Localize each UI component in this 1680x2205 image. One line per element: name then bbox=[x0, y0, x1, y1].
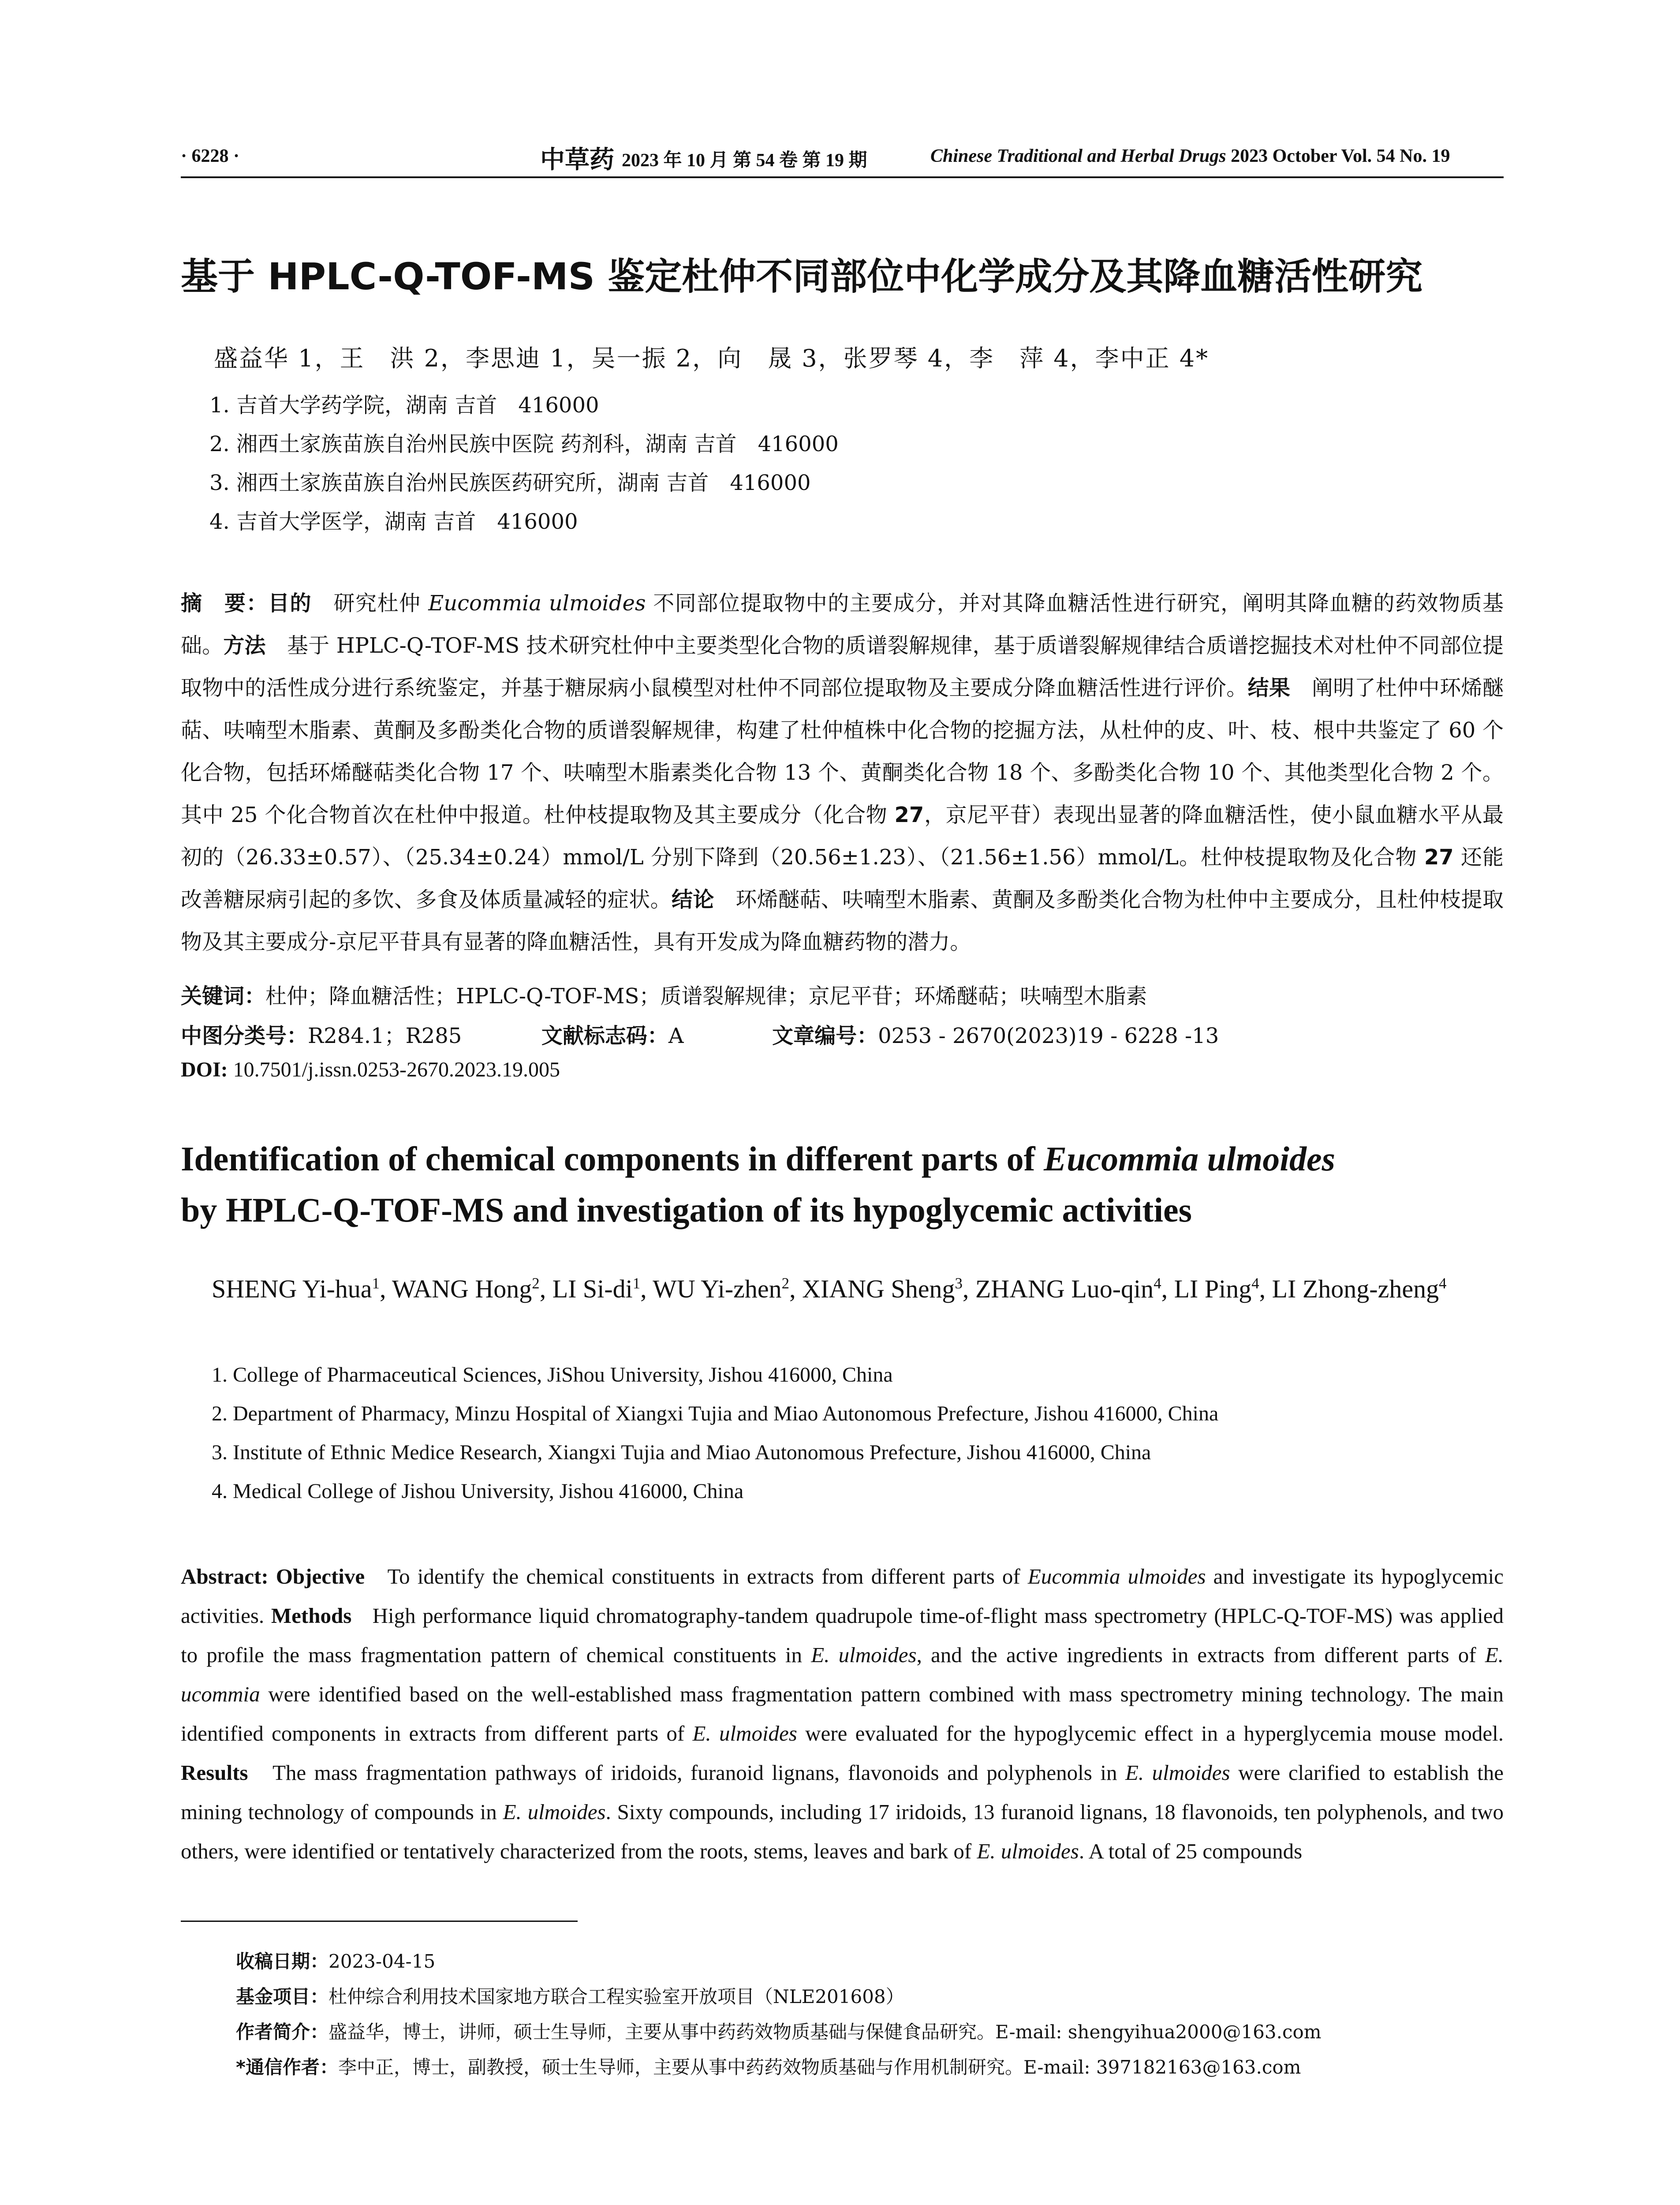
fund-text: 杜仲综合利用技术国家地方联合工程实验室开放项目（NLE201608） bbox=[329, 1986, 904, 2007]
affiliation-cn-1: 1. 吉首大学药学院，湖南 吉首 416000 bbox=[209, 393, 599, 418]
author-name: WANG Hong bbox=[392, 1274, 532, 1303]
keywords-cn bbox=[181, 979, 1147, 1009]
bio-text: 盛益华，博士，讲师，硕士生导师，主要从事中药药效物质基础与保健食品研究。E-mail: shengyihua2000@163.com bbox=[329, 2021, 1322, 2043]
objective-label-cn: 目的 bbox=[268, 591, 312, 616]
methods-en-text-3: were identified based on the well-established mass fragmentation pattern combined with mass spectrometry mining technology. The main identified components in extracts from different parts of bbox=[181, 1682, 1504, 1745]
classification-line bbox=[181, 1019, 1219, 1049]
author-en-6: ZHANG Luo-qin$^4$, bbox=[975, 1274, 1174, 1303]
species-name: Eucommia ulmoides bbox=[428, 591, 646, 616]
header-rule bbox=[181, 176, 1504, 178]
results-label-en: Results bbox=[181, 1760, 248, 1785]
keywords-text: 杜仲；降血糖活性；HPLC-Q-TOF-MS；质谱裂解规律；京尼平苷；环烯醚萜；呋喃型木脂素 bbox=[265, 984, 1147, 1009]
article-number-label: 文章编号： bbox=[772, 1024, 878, 1048]
page-number: · 6228 · bbox=[181, 146, 240, 166]
title-en-part-1: Identification of chemical components in different parts of bbox=[181, 1140, 1044, 1178]
clc-label: 中图分类号： bbox=[181, 1024, 308, 1048]
compound-number: 27 bbox=[894, 803, 924, 827]
results-en-text-2: were clarified to establish the mining technology of compounds in bbox=[181, 1760, 1504, 1824]
compound-number-2: 27 bbox=[1424, 845, 1454, 870]
results-en-text: The mass fragmentation pathways of iridoids, furanoid lignans, flavonoids and polyphenols in bbox=[272, 1760, 1125, 1785]
doi-line bbox=[181, 1058, 560, 1082]
author-name: WU Yi-zhen bbox=[653, 1274, 782, 1303]
conclusion-cn-text: 环烯醚萜、呋喃型木脂素、黄酮及多酚类化合物为杜仲中主要成分，且杜仲枝提取物及其主要成分-京尼平苷具有显著的降血糖活性，具有开发成为降血糖药物的潜力。 bbox=[181, 887, 1504, 954]
author-en-2: WANG Hong$^2$, bbox=[392, 1274, 553, 1303]
author-name: LI Zhong-zheng bbox=[1272, 1274, 1439, 1303]
article-number-value: 0253 - 2670(2023)19 - 6228 -13 bbox=[878, 1024, 1219, 1048]
title-cn: 基于 HPLC-Q-TOF-MS 鉴定杜仲不同部位中化学成分及其降血糖活性研究 bbox=[181, 255, 1423, 298]
objective-cn-text: 研究杜仲 bbox=[333, 591, 429, 616]
journal-name-en: Chinese Traditional and Herbal Drugs bbox=[930, 146, 1226, 166]
author-affiliation-mark: 4 bbox=[1154, 1274, 1161, 1292]
affiliation-cn-4: 4. 吉首大学医学，湖南 吉首 416000 bbox=[209, 509, 578, 534]
author-affiliation-mark: 2 bbox=[781, 1274, 790, 1292]
objective-en-text-2: and investigate its hypoglycemic activities. bbox=[181, 1564, 1504, 1628]
author-en-1: SHENG Yi-hua$^1$, bbox=[212, 1274, 392, 1303]
doc-code-label: 文献标志码： bbox=[541, 1024, 668, 1048]
footnote-rule bbox=[181, 1921, 578, 1922]
methods-en-text: High performance liquid chromatography-tandem quadrupole time-of-flight mass spectrometry (HPLC-Q-TOF-MS) was applied to profile the mass fragmentation pattern of chemical constituents in bbox=[181, 1603, 1504, 1667]
affiliation-en-4: 4. Medical College of Jishou University, Jishou 416000, China bbox=[212, 1480, 744, 1503]
issue-en bbox=[930, 146, 1450, 167]
affiliation-cn-3: 3. 湘西土家族苗族自治州民族医药研究所，湖南 吉首 416000 bbox=[209, 471, 811, 495]
results-en-text-3: . Sixty compounds, including 17 iridoids, 13 furanoid lignans, 18 flavonoids, ten polyphenols, and two others, were identified or tentatively characterized from the roots, stems, leaves and bark of bbox=[181, 1800, 1504, 1863]
abstract-en bbox=[181, 1557, 1504, 1871]
author-affiliation-mark: 4 bbox=[1439, 1274, 1447, 1292]
issue-en-date: 2023 October Vol. 54 No. 19 bbox=[1231, 146, 1450, 166]
objective-label-en: Objective bbox=[276, 1564, 365, 1588]
keywords-label: 关键词： bbox=[181, 984, 266, 1009]
author-affiliation-mark: 2 bbox=[532, 1274, 540, 1292]
corresponding-label: *通信作者： bbox=[236, 2056, 338, 2078]
authors-cn: 盛益华 1，王 洪 2，李思迪 1，吴一振 2，向 晟 3，张罗琴 4，李 萍 4，李中正 4* bbox=[214, 344, 1210, 372]
results-cn-text-2: ，京尼平苷）表现出显著的降血糖活性，使小鼠血糖水平从最初的（26.33±0.57）、（25.34±0.24）mmol/L 分别下降到（20.56±1.23）、（21.56±1.56）mmol/L。杜仲枝提取物及化合物 bbox=[181, 803, 1504, 870]
journal-name-cn: 中草药 bbox=[540, 145, 614, 174]
methods-cn-text: 基于 HPLC-Q-TOF-MS 技术研究杜仲中主要类型化合物的质谱裂解规律，基于质谱裂解规律结合质谱挖掘技术对杜仲不同部位提取物中的活性成分进行系统鉴定，并基于糖尿病小鼠模型对杜仲不同部位提取物及主要成分降血糖活性进行评价。 bbox=[181, 633, 1504, 700]
received-date: 2023-04-15 bbox=[329, 1951, 436, 1972]
doi-value: 10.7501/j.issn.0253-2670.2023.19.005 bbox=[233, 1058, 560, 1081]
footnote-author-bio bbox=[236, 2018, 1322, 2044]
title-en bbox=[181, 1133, 1504, 1236]
affiliation-en-1: 1. College of Pharmaceutical Sciences, JiShou University, Jishou 416000, China bbox=[212, 1363, 893, 1387]
author-affiliation-mark: 1 bbox=[632, 1274, 641, 1292]
authors-en bbox=[212, 1270, 1504, 1308]
author-en-5: XIANG Sheng$^3$, bbox=[802, 1274, 975, 1303]
corresponding-text: 李中正，博士，副教授，硕士生导师，主要从事中药药效物质基础与作用机制研究。E-mail: 397182163@163.com bbox=[338, 2056, 1301, 2078]
author-name: SHENG Yi-hua bbox=[212, 1274, 372, 1303]
title-en-part-2: by HPLC-Q-TOF-MS and investigation of its hypoglycemic activities bbox=[181, 1191, 1192, 1229]
author-affiliation-mark: 4 bbox=[1251, 1274, 1259, 1292]
species-ucommia: E. ucommia bbox=[181, 1643, 1504, 1706]
affiliation-en-2: 2. Department of Pharmacy, Minzu Hospital of Xiangxi Tujia and Miao Autonomous Prefecture, Jishou 416000, China bbox=[212, 1402, 1219, 1425]
author-en-8 bbox=[1272, 1274, 1447, 1303]
species-abbr: E. ulmoides bbox=[977, 1839, 1079, 1863]
title-en-species: Eucommia ulmoides bbox=[1044, 1140, 1335, 1178]
author-affiliation-mark: 1 bbox=[372, 1274, 380, 1292]
methods-label-cn: 方法 bbox=[223, 633, 266, 658]
abstract-cn bbox=[181, 582, 1504, 963]
species-abbr: E. ulmoides bbox=[1125, 1760, 1230, 1785]
species-abbr: E. ulmoides bbox=[692, 1721, 797, 1745]
affiliation-en-3: 3. Institute of Ethnic Medice Research, Xiangxi Tujia and Miao Autonomous Prefecture, Jishou 416000, China bbox=[212, 1441, 1151, 1464]
doc-code-value: A bbox=[668, 1024, 684, 1048]
footnote-fund bbox=[236, 1982, 904, 2009]
fund-label: 基金项目： bbox=[236, 1986, 329, 2007]
affiliation-cn-2: 2. 湘西土家族苗族自治州民族中医院 药剂科，湖南 吉首 416000 bbox=[209, 432, 839, 456]
abstract-cn-label: 摘 要： bbox=[181, 591, 268, 616]
objective-en-text: To identify the chemical constituents in extracts from different parts of bbox=[387, 1564, 1028, 1588]
author-en-7: LI Ping$^4$, bbox=[1174, 1274, 1272, 1303]
issue-cn: 2023 年 10 月 第 54 卷 第 19 期 bbox=[622, 150, 867, 171]
clc-value: R284.1；R285 bbox=[308, 1024, 462, 1048]
bio-label: 作者简介： bbox=[236, 2021, 329, 2043]
footnote-received bbox=[236, 1947, 435, 1973]
received-label: 收稿日期： bbox=[236, 1951, 329, 1972]
species-name-en: Eucommia ulmoides bbox=[1027, 1564, 1206, 1588]
methods-en-text-4: were evaluated for the hypoglycemic effect in a hyperglycemia mouse model. bbox=[797, 1721, 1504, 1745]
author-name: ZHANG Luo-qin bbox=[975, 1274, 1154, 1303]
results-label-cn: 结果 bbox=[1247, 676, 1291, 700]
abstract-en-label: Abstract: bbox=[181, 1564, 276, 1588]
methods-label-en: Methods bbox=[271, 1603, 352, 1628]
author-en-4: WU Yi-zhen$^2$, bbox=[653, 1274, 803, 1303]
species-abbr: E. ulmoides bbox=[811, 1643, 917, 1667]
conclusion-label-cn: 结论 bbox=[672, 887, 714, 912]
author-name: LI Si-di bbox=[552, 1274, 633, 1303]
results-cn-text-3: 还能改善糖尿病引起的多饮、多食及体质量减轻的症状。 bbox=[181, 845, 1504, 912]
results-cn-text: 阐明了杜仲中环烯醚萜、呋喃型木脂素、黄酮及多酚类化合物的质谱裂解规律，构建了杜仲植株中化合物的挖掘方法，从杜仲的皮、叶、枝、根中共鉴定了 60 个化合物，包括环烯醚萜类化合物 17 个、呋喃型木脂素类化合物 13 个、黄酮类化合物 18 个、多酚类化合物 10 个、其他类型化合物 2 个。其中 25 个化合物首次在杜仲中报道。杜仲枝提取物及其主要成分（化合物 bbox=[181, 676, 1504, 827]
author-en-3: LI $Si-di^1$, bbox=[552, 1274, 653, 1303]
doi-label: DOI: bbox=[181, 1058, 228, 1081]
results-en-text-4: . A total of 25 compounds bbox=[1079, 1839, 1303, 1863]
species-abbr: E. ulmoides bbox=[503, 1800, 606, 1824]
author-affiliation-mark: 3 bbox=[955, 1274, 963, 1292]
running-header bbox=[181, 140, 1499, 174]
author-name: LI Ping bbox=[1174, 1274, 1252, 1303]
objective-cn-text-2: 不同部位提取物中的主要成分，并对其降血糖活性进行研究，阐明其降血糖的药效物质基础。 bbox=[181, 591, 1504, 658]
author-name: XIANG Sheng bbox=[802, 1274, 955, 1303]
footnote-corresponding bbox=[236, 2053, 1301, 2079]
methods-en-text-2: , and the active ingredients in extracts from different parts of bbox=[916, 1643, 1485, 1667]
